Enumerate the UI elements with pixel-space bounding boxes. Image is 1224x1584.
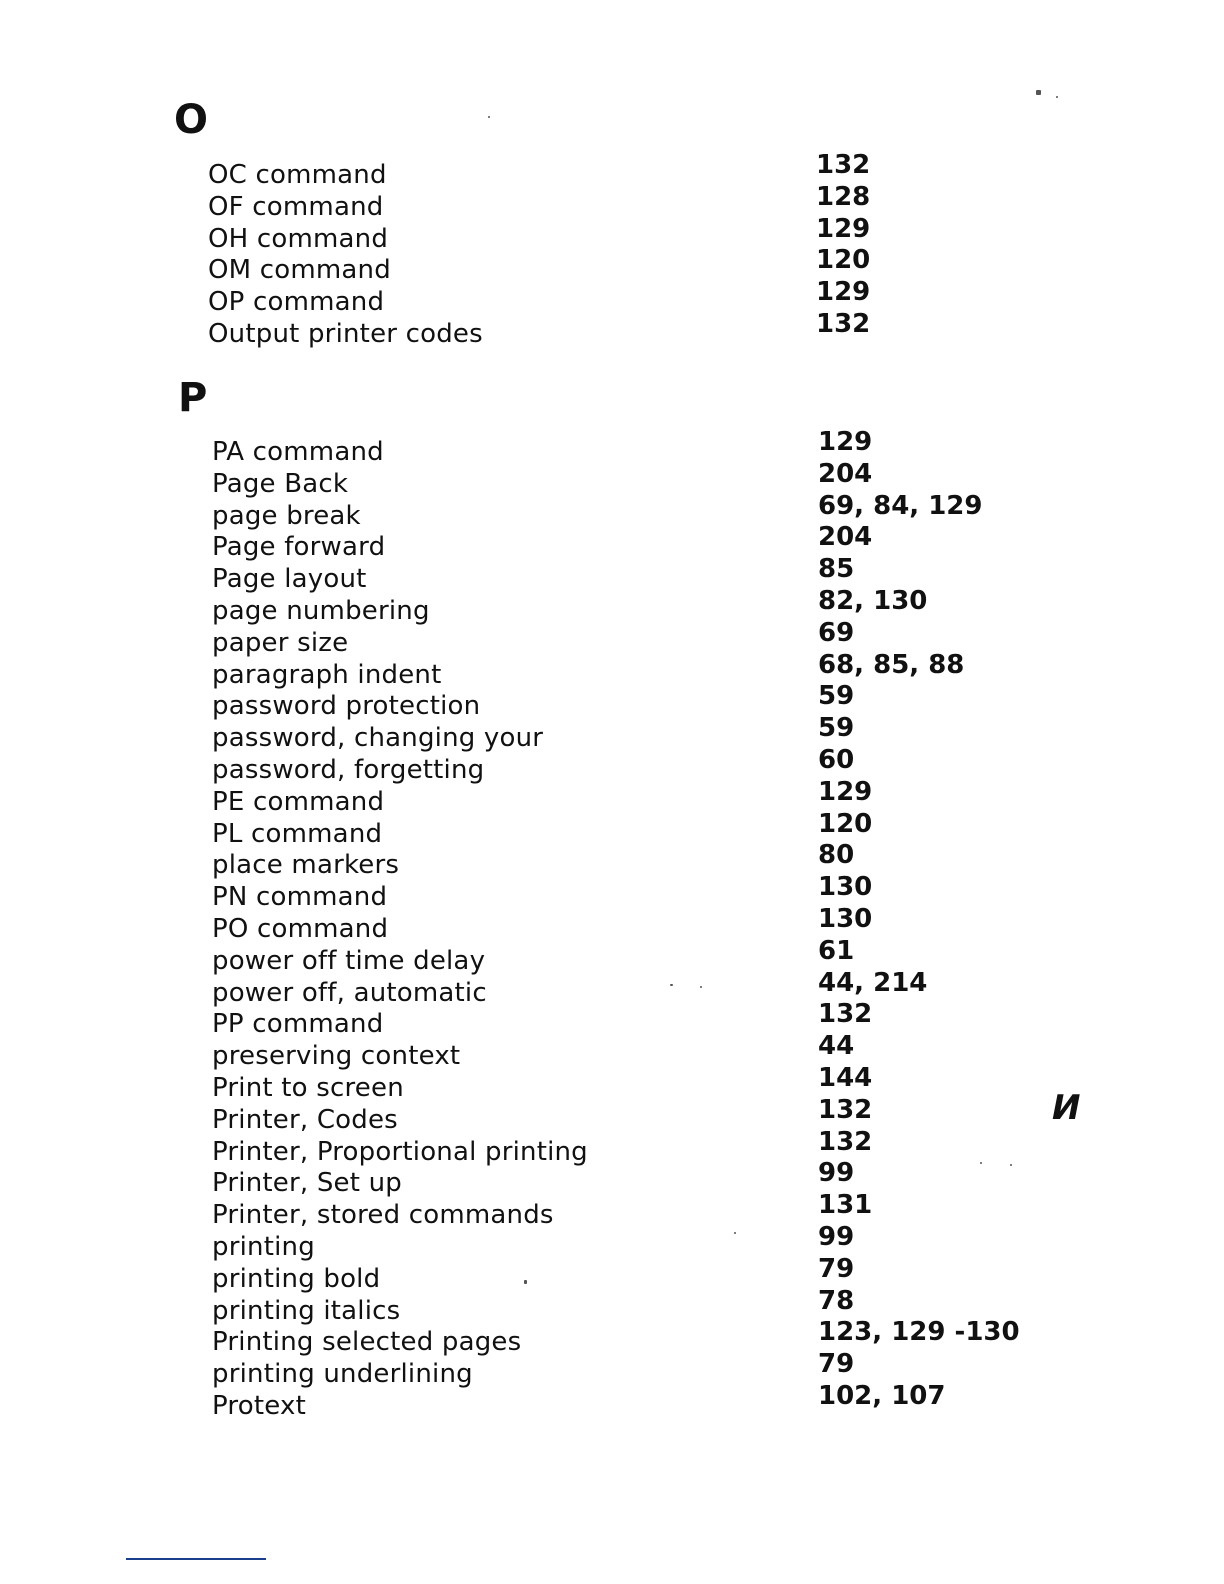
index-page-ref: 60 (818, 744, 855, 775)
index-term: Page Back (212, 468, 349, 499)
index-term: page break (212, 500, 361, 531)
index-page-ref: 82, 130 (818, 585, 928, 616)
index-term: PE command (212, 786, 385, 817)
index-page-ref: 131 (818, 1190, 873, 1221)
index-page-ref: 129 (818, 776, 873, 807)
index-page-ref: 132 (816, 308, 871, 339)
index-page-ref: 80 (818, 840, 855, 871)
index-term: Printer, Codes (212, 1104, 398, 1135)
scan-speck (488, 116, 490, 118)
scan-speck (700, 986, 702, 988)
index-term: OH command (208, 223, 389, 254)
index-page-ref: 102, 107 (818, 1380, 946, 1411)
index-page-ref: 85 (818, 554, 855, 585)
scan-speck (524, 1280, 527, 1284)
index-page-ref: 132 (816, 150, 871, 180)
index-term: Printer, Proportional printing (212, 1136, 588, 1167)
index-term: page numbering (212, 595, 430, 626)
index-page-ref: 144 (818, 1062, 873, 1093)
index-page-ref: 130 (818, 903, 873, 934)
index-page-ref: 120 (818, 808, 873, 839)
index-page-ref: 44, 214 (818, 967, 928, 998)
index-term: PP command (212, 1009, 384, 1040)
index-page-ref: 132 (818, 1094, 873, 1125)
index-term: password, forgetting (212, 754, 485, 785)
index-page-ref: 204 (818, 458, 873, 489)
index-page-ref: 44 (818, 1031, 855, 1062)
index-page-ref: 69, 84, 129 (818, 490, 983, 521)
index-term: preserving context (212, 1041, 461, 1072)
index-term: printing bold (212, 1263, 381, 1294)
index-term: OC command (208, 160, 387, 190)
index-page-ref: 79 (818, 1253, 855, 1284)
section-p-terms (212, 437, 588, 1423)
index-term: Page layout (212, 564, 367, 595)
scan-speck (734, 1232, 736, 1234)
index-term: PO command (212, 913, 389, 944)
index-page-ref: 59 (818, 713, 855, 744)
scan-speck (670, 984, 673, 986)
index-term: password protection (212, 691, 481, 722)
index-page-ref: 132 (818, 999, 873, 1030)
index-page-ref: 129 (816, 213, 871, 244)
index-term: paper size (212, 627, 349, 658)
section-letter-p: P (178, 375, 208, 421)
index-term: password, changing your (212, 723, 544, 754)
index-term: Printer, stored commands (212, 1200, 554, 1231)
index-term: printing (212, 1231, 315, 1262)
margin-mark: И (1052, 1088, 1081, 1128)
index-page-ref: 129 (816, 277, 871, 308)
index-page-ref: 128 (816, 181, 871, 212)
index-page-ref: 130 (818, 872, 873, 903)
index-page-ref: 204 (818, 522, 873, 553)
footnote-rule (126, 1558, 266, 1560)
index-page-ref: 123, 129 -130 (818, 1317, 1020, 1348)
index-term: PN command (212, 882, 388, 913)
scan-speck (1056, 96, 1058, 98)
index-term: PA command (212, 437, 384, 467)
index-term: PL command (212, 818, 383, 849)
index-page-ref: 69 (818, 617, 855, 648)
index-term: power off time delay (212, 945, 486, 976)
index-term: Protext (212, 1390, 306, 1421)
section-o-terms (208, 160, 483, 351)
scan-speck (980, 1162, 982, 1164)
index-page-ref: 59 (818, 681, 855, 712)
index-term: Printing selected pages (212, 1327, 522, 1358)
index-term: printing italics (212, 1295, 401, 1326)
section-letter-o: O (174, 97, 209, 143)
index-term: OM command (208, 255, 391, 286)
index-page-ref: 132 (818, 1126, 873, 1157)
index-term: Page forward (212, 532, 386, 563)
index-term: printing underlining (212, 1359, 473, 1390)
index-term: Output printer codes (208, 318, 483, 349)
index-term: paragraph indent (212, 659, 442, 690)
index-page-ref: 99 (818, 1158, 855, 1189)
index-term: place markers (212, 850, 400, 881)
index-page-ref: 99 (818, 1221, 855, 1252)
index-page-ref: 129 (818, 427, 873, 457)
index-page-ref: 61 (818, 935, 855, 966)
index-term: OF command (208, 191, 384, 222)
index-term: Print to screen (212, 1072, 404, 1103)
section-p-pages (818, 427, 1020, 1413)
scan-speck (1010, 1164, 1012, 1166)
section-o-pages (816, 150, 870, 341)
index-term: power off, automatic (212, 977, 487, 1008)
index-page-ref: 120 (816, 245, 871, 276)
index-page-ref: 79 (818, 1349, 855, 1380)
index-page-ref: 78 (818, 1285, 855, 1316)
index-term: Printer, Set up (212, 1168, 402, 1199)
index-page-ref: 68, 85, 88 (818, 649, 965, 680)
scan-speck (1036, 90, 1041, 95)
index-term: OP command (208, 287, 385, 318)
